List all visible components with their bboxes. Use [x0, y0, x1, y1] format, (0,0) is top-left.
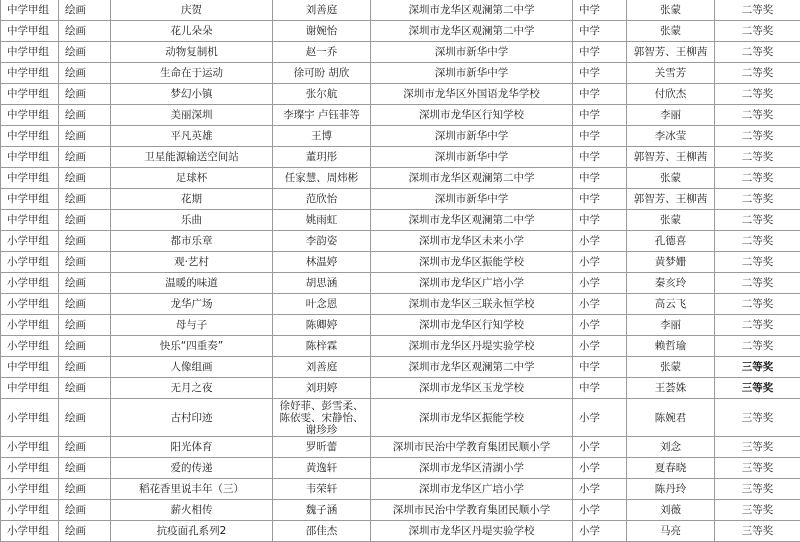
author-cell: 董玥彤 [273, 147, 371, 168]
level-cell: 小学 [573, 252, 627, 273]
author-cell: 任家慧、周炜彬 [273, 168, 371, 189]
category-cell: 绘画 [59, 168, 111, 189]
school-cell: 深圳市龙华区观澜第二中学 [371, 0, 573, 21]
table-row [1, 0, 800, 21]
award-cell: 二等奖 [715, 336, 800, 357]
award-cell: 三等奖 [715, 500, 800, 521]
award-cell: 三等奖 [715, 479, 800, 500]
title-cell: 庆贺 [111, 0, 273, 21]
school-cell: 深圳市龙华区丹堤实验学校 [371, 336, 573, 357]
level-cell: 中学 [573, 189, 627, 210]
title-cell: 稻花香里说丰年（三） [111, 479, 273, 500]
table-row [1, 168, 800, 189]
award-cell: 二等奖 [715, 273, 800, 294]
group-cell: 中学甲组 [1, 42, 59, 63]
group-cell: 中学甲组 [1, 84, 59, 105]
title-cell: 爱的传递 [111, 458, 273, 479]
school-cell: 深圳市新华中学 [371, 42, 573, 63]
table-row [1, 63, 800, 84]
teacher-cell: 王荟姝 [627, 378, 715, 399]
teacher-cell: 夏春晓 [627, 458, 715, 479]
level-cell: 中学 [573, 84, 627, 105]
award-cell: 二等奖 [715, 126, 800, 147]
author-cell: 陈卿婷 [273, 315, 371, 336]
category-cell: 绘画 [59, 336, 111, 357]
school-cell: 深圳市龙华区观澜第二中学 [371, 357, 573, 378]
award-cell: 三等奖 [715, 437, 800, 458]
title-cell: 温暖的味道 [111, 273, 273, 294]
teacher-cell: 马亮 [627, 521, 715, 542]
group-cell: 小学甲组 [1, 315, 59, 336]
school-cell: 深圳市龙华区观澜第二中学 [371, 168, 573, 189]
level-cell: 中学 [573, 126, 627, 147]
group-cell: 小学甲组 [1, 500, 59, 521]
teacher-cell: 张蒙 [627, 357, 715, 378]
table-row [1, 252, 800, 273]
title-cell: 卫星能源输送空间站 [111, 147, 273, 168]
level-cell: 中学 [573, 105, 627, 126]
school-cell: 深圳市龙华区振能学校 [371, 252, 573, 273]
group-cell: 中学甲组 [1, 21, 59, 42]
title-cell: 抗疫面孔系列2 [111, 521, 273, 542]
category-cell: 绘画 [59, 500, 111, 521]
teacher-cell: 黄梦姗 [627, 252, 715, 273]
award-cell: 二等奖 [715, 168, 800, 189]
author-cell: 范欣怡 [273, 189, 371, 210]
table-row [1, 315, 800, 336]
group-cell: 中学甲组 [1, 168, 59, 189]
award-cell: 二等奖 [715, 105, 800, 126]
award-cell: 二等奖 [715, 21, 800, 42]
category-cell: 绘画 [59, 357, 111, 378]
award-cell: 二等奖 [715, 315, 800, 336]
school-cell: 深圳市新华中学 [371, 63, 573, 84]
title-cell: 花期 [111, 189, 273, 210]
table-row [1, 357, 800, 378]
author-cell: 赵一乔 [273, 42, 371, 63]
category-cell: 绘画 [59, 126, 111, 147]
table-row [1, 458, 800, 479]
table-body [1, 0, 800, 542]
title-cell: 人像组画 [111, 357, 273, 378]
teacher-cell: 付欣杰 [627, 84, 715, 105]
group-cell: 中学甲组 [1, 210, 59, 231]
table-row [1, 147, 800, 168]
school-cell: 深圳市龙华区广培小学 [371, 273, 573, 294]
title-cell: 花儿朵朵 [111, 21, 273, 42]
author-cell: 邵佳杰 [273, 521, 371, 542]
award-cell: 二等奖 [715, 0, 800, 21]
teacher-cell: 李冰莹 [627, 126, 715, 147]
title-cell: 平凡英雄 [111, 126, 273, 147]
table-row [1, 521, 800, 542]
award-cell: 二等奖 [715, 231, 800, 252]
teacher-cell: 张蒙 [627, 210, 715, 231]
table-row [1, 210, 800, 231]
author-cell: 魏子涵 [273, 500, 371, 521]
group-cell: 小学甲组 [1, 521, 59, 542]
level-cell: 小学 [573, 294, 627, 315]
teacher-cell: 郭智芳、王柳茜 [627, 42, 715, 63]
table-row [1, 189, 800, 210]
group-cell: 中学甲组 [1, 147, 59, 168]
title-cell: 都市乐章 [111, 231, 273, 252]
teacher-cell: 张蒙 [627, 168, 715, 189]
title-cell: 乐曲 [111, 210, 273, 231]
author-cell: 刘玥婷 [273, 378, 371, 399]
title-cell: 足球杯 [111, 168, 273, 189]
level-cell: 小学 [573, 273, 627, 294]
level-cell: 小学 [573, 521, 627, 542]
table-row [1, 273, 800, 294]
school-cell: 深圳市民治中学教育集团民顺小学 [371, 437, 573, 458]
teacher-cell: 刘念 [627, 437, 715, 458]
title-cell: 梦幻小镇 [111, 84, 273, 105]
table-row [1, 479, 800, 500]
level-cell: 小学 [573, 399, 627, 437]
school-cell: 深圳市龙华区广培小学 [371, 479, 573, 500]
teacher-cell: 赖哲瑜 [627, 336, 715, 357]
group-cell: 小学甲组 [1, 231, 59, 252]
group-cell: 中学甲组 [1, 105, 59, 126]
category-cell: 绘画 [59, 147, 111, 168]
level-cell: 中学 [573, 378, 627, 399]
level-cell: 小学 [573, 458, 627, 479]
title-cell: 快乐“四重奏” [111, 336, 273, 357]
author-cell: 李璨宇 卢钰菲等 [273, 105, 371, 126]
table-row [1, 105, 800, 126]
school-cell: 深圳市龙华区行知学校 [371, 105, 573, 126]
level-cell: 中学 [573, 42, 627, 63]
school-cell: 深圳市龙华区三联永恒学校 [371, 294, 573, 315]
author-cell: 刘善庭 [273, 357, 371, 378]
teacher-cell: 陈丹玲 [627, 479, 715, 500]
group-cell: 小学甲组 [1, 252, 59, 273]
group-cell: 小学甲组 [1, 336, 59, 357]
school-cell: 深圳市龙华区丹堤实验学校 [371, 521, 573, 542]
school-cell: 深圳市龙华区清湖小学 [371, 458, 573, 479]
level-cell: 中学 [573, 63, 627, 84]
award-cell: 二等奖 [715, 252, 800, 273]
author-cell: 罗昕蕾 [273, 437, 371, 458]
award-cell: 二等奖 [715, 294, 800, 315]
teacher-cell: 李丽 [627, 105, 715, 126]
author-cell: 谢婉怡 [273, 21, 371, 42]
author-cell: 胡思涵 [273, 273, 371, 294]
group-cell: 小学甲组 [1, 399, 59, 437]
teacher-cell: 孔德喜 [627, 231, 715, 252]
author-cell: 刘善庭 [273, 0, 371, 21]
title-cell: 动物复制机 [111, 42, 273, 63]
table-row [1, 21, 800, 42]
teacher-cell: 陈婉君 [627, 399, 715, 437]
author-cell: 徐可盼 胡欣 [273, 63, 371, 84]
category-cell: 绘画 [59, 399, 111, 437]
table-row [1, 378, 800, 399]
award-cell: 三等奖 [715, 399, 800, 437]
level-cell: 中学 [573, 210, 627, 231]
table-row [1, 437, 800, 458]
table-row [1, 336, 800, 357]
group-cell: 中学甲组 [1, 63, 59, 84]
table-row [1, 231, 800, 252]
table-row [1, 500, 800, 521]
teacher-cell: 秦亥玲 [627, 273, 715, 294]
category-cell: 绘画 [59, 458, 111, 479]
award-cell: 二等奖 [715, 189, 800, 210]
category-cell: 绘画 [59, 252, 111, 273]
award-cell: 三等奖 [715, 357, 800, 378]
category-cell: 绘画 [59, 315, 111, 336]
award-cell: 三等奖 [715, 521, 800, 542]
category-cell: 绘画 [59, 479, 111, 500]
category-cell: 绘画 [59, 42, 111, 63]
title-cell: 观·艺村 [111, 252, 273, 273]
category-cell: 绘画 [59, 273, 111, 294]
level-cell: 中学 [573, 21, 627, 42]
category-cell: 绘画 [59, 378, 111, 399]
level-cell: 小学 [573, 231, 627, 252]
group-cell: 小学甲组 [1, 273, 59, 294]
table-row [1, 294, 800, 315]
author-cell: 徐妤菲、彭雪柔、陈依雯、宋静怡、谢珍珍 [273, 399, 371, 437]
group-cell: 小学甲组 [1, 437, 59, 458]
category-cell: 绘画 [59, 521, 111, 542]
award-cell: 二等奖 [715, 84, 800, 105]
school-cell: 深圳市新华中学 [371, 126, 573, 147]
table-row [1, 126, 800, 147]
level-cell: 小学 [573, 479, 627, 500]
teacher-cell: 张蒙 [627, 21, 715, 42]
school-cell: 深圳市龙华区行知学校 [371, 315, 573, 336]
school-cell: 深圳市龙华区外国语龙华学校 [371, 84, 573, 105]
title-cell: 美丽深圳 [111, 105, 273, 126]
category-cell: 绘画 [59, 21, 111, 42]
title-cell: 薪火相传 [111, 500, 273, 521]
category-cell: 绘画 [59, 0, 111, 21]
group-cell: 中学甲组 [1, 189, 59, 210]
category-cell: 绘画 [59, 63, 111, 84]
award-cell: 二等奖 [715, 147, 800, 168]
level-cell: 中学 [573, 0, 627, 21]
title-cell: 阳光体育 [111, 437, 273, 458]
group-cell: 中学甲组 [1, 357, 59, 378]
award-cell: 二等奖 [715, 63, 800, 84]
table-row [1, 399, 800, 437]
category-cell: 绘画 [59, 437, 111, 458]
teacher-cell: 张蒙 [627, 0, 715, 21]
level-cell: 小学 [573, 315, 627, 336]
category-cell: 绘画 [59, 210, 111, 231]
author-cell: 王博 [273, 126, 371, 147]
teacher-cell: 李丽 [627, 315, 715, 336]
school-cell: 深圳市民治中学教育集团民顺小学 [371, 500, 573, 521]
teacher-cell: 高云飞 [627, 294, 715, 315]
author-cell: 黄逸轩 [273, 458, 371, 479]
title-cell: 古村印迹 [111, 399, 273, 437]
award-cell: 二等奖 [715, 210, 800, 231]
school-cell: 深圳市龙华区未来小学 [371, 231, 573, 252]
group-cell: 小学甲组 [1, 294, 59, 315]
author-cell: 韦荣轩 [273, 479, 371, 500]
author-cell: 张尔航 [273, 84, 371, 105]
teacher-cell: 郭智芳、王柳茜 [627, 189, 715, 210]
award-cell: 三等奖 [715, 458, 800, 479]
school-cell: 深圳市龙华区观澜第二中学 [371, 21, 573, 42]
level-cell: 小学 [573, 336, 627, 357]
group-cell: 小学甲组 [1, 458, 59, 479]
author-cell: 叶念恩 [273, 294, 371, 315]
author-cell: 李韵姿 [273, 231, 371, 252]
group-cell: 中学甲组 [1, 126, 59, 147]
award-cell: 三等奖 [715, 378, 800, 399]
award-cell: 二等奖 [715, 42, 800, 63]
title-cell: 龙华广场 [111, 294, 273, 315]
school-cell: 深圳市龙华区观澜第二中学 [371, 210, 573, 231]
title-cell: 无月之夜 [111, 378, 273, 399]
author-cell: 林温婷 [273, 252, 371, 273]
category-cell: 绘画 [59, 294, 111, 315]
level-cell: 中学 [573, 147, 627, 168]
table-row [1, 42, 800, 63]
group-cell: 中学甲组 [1, 378, 59, 399]
category-cell: 绘画 [59, 105, 111, 126]
level-cell: 中学 [573, 168, 627, 189]
title-cell: 母与子 [111, 315, 273, 336]
teacher-cell: 关雪芳 [627, 63, 715, 84]
category-cell: 绘画 [59, 231, 111, 252]
school-cell: 深圳市龙华区玉龙学校 [371, 378, 573, 399]
teacher-cell: 刘薇 [627, 500, 715, 521]
group-cell: 中学甲组 [1, 0, 59, 21]
group-cell: 小学甲组 [1, 479, 59, 500]
title-cell: 生命在于运动 [111, 63, 273, 84]
author-cell: 姚雨虹 [273, 210, 371, 231]
school-cell: 深圳市新华中学 [371, 147, 573, 168]
level-cell: 小学 [573, 500, 627, 521]
category-cell: 绘画 [59, 189, 111, 210]
level-cell: 小学 [573, 437, 627, 458]
school-cell: 深圳市龙华区振能学校 [371, 399, 573, 437]
level-cell: 中学 [573, 357, 627, 378]
table-row [1, 84, 800, 105]
category-cell: 绘画 [59, 84, 111, 105]
author-cell: 陈梓霖 [273, 336, 371, 357]
school-cell: 深圳市新华中学 [371, 189, 573, 210]
teacher-cell: 郭智芳、王柳茜 [627, 147, 715, 168]
